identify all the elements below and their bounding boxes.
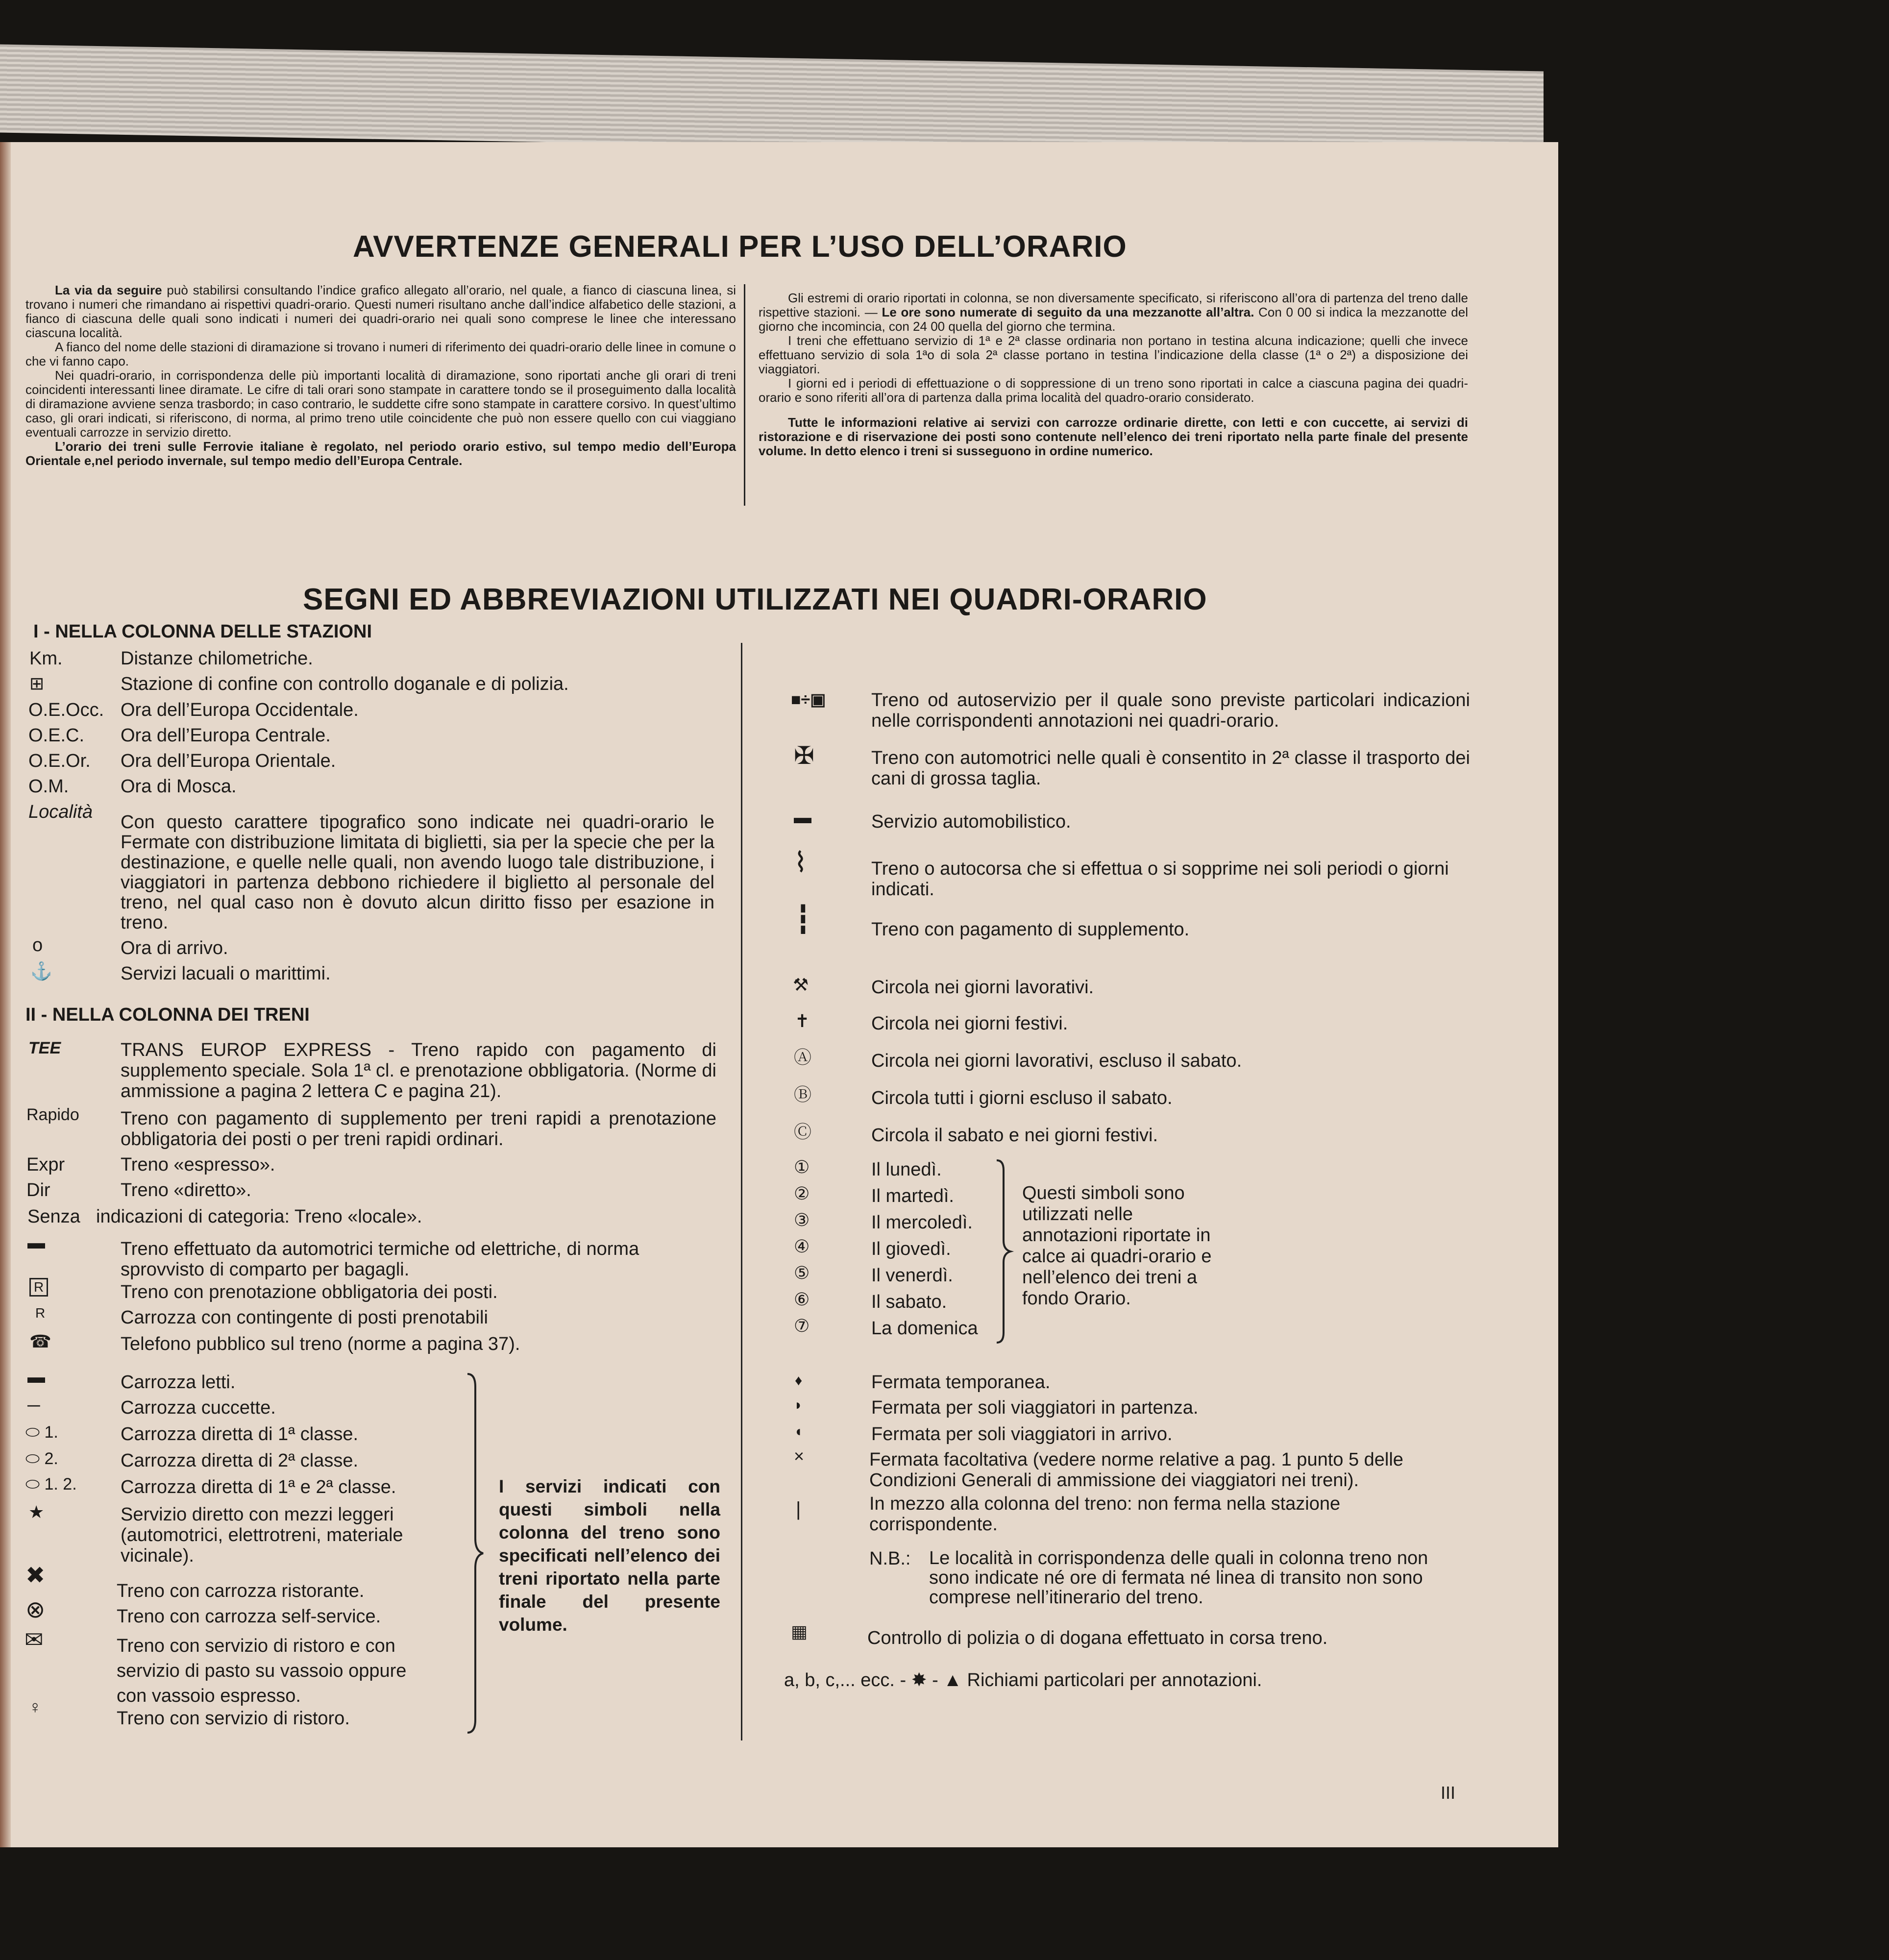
- no-stop-icon: |: [796, 1498, 801, 1520]
- section-2-heading: II - NELLA COLONNA DEI TRENI: [25, 1004, 310, 1025]
- text-optional-stop: Fermata facoltativa (vedere norme relative a pag. 1 punto 5 delle Condizioni Generali di ammissione dei viaggiatori nei treni).: [869, 1449, 1403, 1491]
- text-expr: Treno «espresso».: [121, 1154, 275, 1175]
- text-oeor: Ora dell’Europa Orientale.: [121, 751, 336, 771]
- text-oec: Ora dell’Europa Centrale.: [121, 725, 331, 746]
- page-number: III: [1441, 1783, 1456, 1803]
- text-rapido: Treno con pagamento di supplemento per treni rapidi a prenotazione obbligatoria dei posti o per treni rapidi ordinari.: [121, 1108, 716, 1150]
- text-weekdays: Circola nei giorni lavorativi.: [871, 977, 1094, 998]
- intro-left-p2: A fianco del nome delle stazioni di diramazione si trovano i numeri di riferimento dei quadri-orario delle linee in comune o che vi fanno capo.: [25, 340, 736, 368]
- text-police-control: Controllo di polizia o di dogana effettuato in corsa treno.: [867, 1628, 1328, 1648]
- text-arrival: Ora di arrivo.: [121, 938, 228, 958]
- label-localita: Località: [28, 802, 93, 822]
- annotation-ref-icon: ■÷▣: [791, 690, 826, 709]
- nb-label: N.B.:: [869, 1548, 911, 1569]
- text-through-coach-2: Carrozza diretta di 2ª classe.: [121, 1450, 359, 1471]
- reservable-icon: R: [35, 1305, 46, 1321]
- through-coach-2-icon: ⬭ 2.: [25, 1449, 58, 1468]
- services-brace: [464, 1372, 488, 1735]
- text-ship: Servizi lacuali o marittimi.: [121, 963, 331, 984]
- refreshment-icon: ♀: [28, 1697, 42, 1717]
- text-tray-service: Treno con servizio di ristoro e con servizio di pasto su vassoio oppure con vassoio espresso.: [117, 1636, 407, 1706]
- nb-text: Le località in corrispondenza delle quali in colonna treno non sono indicate né ore di fermata né linea di transito non sono comprese nell’itinerario del treno.: [929, 1548, 1428, 1608]
- text-departure-only-stop: Fermata per soli viaggiatori in partenza.: [871, 1397, 1199, 1418]
- reservation-icon: R: [29, 1278, 48, 1297]
- intro-column-divider: [744, 284, 745, 506]
- intro-right-p2: I treni che effettuano servizio di 1ª e 2ª classe ordinaria non portano in testina alcuna indicazione; quelli che invece effettuano servizio di sola 1ªo di sola 2ª classe portano in testina l’indicazione della classe (1ª o 2ª) a disposizione dei viaggiatori.: [759, 333, 1468, 376]
- star-icon: ★: [28, 1502, 45, 1522]
- weekdays-icon: ⚒: [793, 975, 809, 995]
- intro-left-p3: Nei quadri-orario, in corrispondenza delle più importanti località di diramazione, sono riportati anche gli orari di treni coincidenti interessanti linee diramate. Le cifre di tali orari sono stampate in carattere tondo se il proseguimento dalla località di diramazione avviene senza trasbordo; in caso contrario, le suddette cifre sono stampate in carattere corsivo. In quest’ultimo caso, gli orari indicati, si riferiscono, di norma, al primo treno utile coincidente che può non essere quello con cui viaggiano eventuali carrozze in servizio diretto.: [25, 368, 736, 440]
- text-holidays: Circola nei giorni festivi.: [871, 1013, 1068, 1034]
- dog-transport-icon: ✠: [794, 742, 814, 769]
- text-self-service: Treno con carrozza self-service.: [117, 1606, 381, 1627]
- text-km: Distanze chilometriche.: [121, 648, 313, 669]
- text-references: a, b, c,... ecc. - ✸ - ▲ Richiami particolari per annotazioni.: [784, 1670, 1262, 1690]
- text-telephone: Telefono pubblico sul treno (norme a pagina 37).: [121, 1334, 520, 1354]
- text-arrival-only-stop: Fermata per soli viaggiatori in arrivo.: [871, 1424, 1173, 1445]
- text-day-7: La domenica: [871, 1318, 978, 1339]
- text-reservation: Treno con prenotazione obbligatoria dei posti.: [121, 1282, 498, 1302]
- label-km: Km.: [29, 648, 63, 669]
- text-restaurant: Treno con carrozza ristorante.: [117, 1581, 365, 1601]
- label-arrival: o: [32, 935, 43, 956]
- police-control-icon: ▦: [791, 1621, 808, 1642]
- holidays-icon: ✝: [795, 1011, 810, 1031]
- day-5-icon: ⑤: [794, 1263, 810, 1283]
- label-oeor: O.E.Or.: [28, 751, 91, 771]
- text-day-2: Il martedì.: [871, 1186, 954, 1206]
- text-periodic: Treno o autocorsa che si effettua o si sopprime nei soli periodi o giorni indicati.: [871, 858, 1449, 900]
- intro-left: [25, 283, 736, 468]
- through-coach-1-icon: ⬭ 1.: [25, 1423, 58, 1442]
- text-day-4: Il giovedì.: [871, 1239, 951, 1259]
- text-annotation-ref: Treno od autoservizio per il quale sono previste particolari indicazioni nelle corrispondenti annotazioni nei quadri-orario.: [871, 690, 1470, 731]
- text-reservable: Carrozza con contingente di posti prenotabili: [121, 1307, 488, 1328]
- text-supplement: Treno con pagamento di supplemento.: [871, 919, 1190, 940]
- page-title: AVVERTENZE GENERALI PER L’USO DELL’ORARIO: [353, 230, 1127, 264]
- days-brace: [993, 1158, 1017, 1345]
- label-rapido: Rapido: [26, 1105, 79, 1124]
- day-2-icon: ②: [794, 1183, 810, 1203]
- text-dir: Treno «diretto».: [121, 1180, 251, 1200]
- signs-title: SEGNI ED ABBREVIAZIONI UTILIZZATI NEI QUADRI-ORARIO: [303, 583, 1207, 616]
- text-senza: indicazioni di categoria: Treno «locale».: [96, 1206, 422, 1227]
- intro-right-p1-bold: Le ore sono numerate di seguito da una mezzanotte all’altra.: [882, 305, 1254, 319]
- text-railcar: Treno effettuato da automotrici termiche od elettriche, di norma sprovvisto di comparto per bagagli.: [121, 1239, 639, 1280]
- intro-right: [759, 291, 1468, 458]
- label-oec: O.E.C.: [28, 725, 85, 746]
- text-border-station: Stazione di confine con controllo doganale e di polizia.: [121, 674, 569, 694]
- text-temporary-stop: Fermata temporanea.: [871, 1372, 1051, 1393]
- railcar-icon: ▬: [27, 1232, 45, 1252]
- text-oeocc: Ora dell’Europa Occidentale.: [121, 700, 359, 720]
- services-note: I servizi indicati con questi simboli nella colonna del treno sono specificati nell’elenco dei treni riportato nella parte finale del presente volume.: [499, 1476, 720, 1635]
- label-oeocc: O.E.Occ.: [28, 700, 104, 720]
- text-localita: Con questo carattere tipografico sono indicate nei quadri-orario le Fermate con distribuzione limitata di biglietti, sia per la specie che per la destinazione, e quelle nelle quali, non avendo luogo tale distribuzione, i viaggiatori in partenza debbono richiedere il biglietto al personale del treno, nel qual caso non è dovuto alcun diritto fisso per esazione in treno.: [121, 812, 714, 933]
- day-1-icon: ①: [794, 1157, 810, 1177]
- tee-icon: TEE: [28, 1039, 61, 1057]
- day-3-icon: ③: [794, 1210, 810, 1230]
- circled-c-icon: Ⓒ: [794, 1122, 812, 1142]
- optional-stop-icon: ×: [794, 1446, 805, 1466]
- section-1-heading: I - NELLA COLONNA DELLE STAZIONI: [33, 621, 372, 642]
- periodic-icon: ⌇: [794, 847, 808, 878]
- text-day-1: Il lunedì.: [871, 1159, 942, 1180]
- intro-left-p1-bold: La via da seguire: [55, 283, 162, 297]
- text-through-coach-1: Carrozza diretta di 1ª classe.: [121, 1424, 359, 1445]
- self-service-icon: ⊗: [25, 1597, 46, 1623]
- tray-service-icon: ✉: [25, 1627, 44, 1652]
- departure-only-stop-icon: ◗: [794, 1397, 803, 1413]
- sleeper-icon: ▬: [27, 1367, 45, 1387]
- text-dog-transport: Treno con automotrici nelle quali è consentito in 2ª classe il trasporto dei cani di grossa taglia.: [871, 748, 1470, 789]
- supplement-icon: ┇: [795, 904, 811, 934]
- text-light-service: Servizio diretto con mezzi leggeri (automotrici, elettrotreni, materiale vicinale).: [121, 1504, 403, 1566]
- signs-column-divider: [741, 643, 742, 1740]
- restaurant-icon: ✖: [25, 1563, 46, 1589]
- intro-left-p4: L’orario dei treni sulle Ferrovie italiane è regolato, nel periodo orario estivo, sul tempo medio dell’Europa Orientale e,nel periodo invernale, sul tempo medio dell’Europa Centrale.: [25, 439, 736, 468]
- day-6-icon: ⑥: [794, 1289, 810, 1309]
- text-bus: Servizio automobilistico.: [871, 811, 1071, 832]
- text-om: Ora di Mosca.: [121, 776, 237, 797]
- text-day-5: Il venerdì.: [871, 1265, 953, 1286]
- text-day-6: Il sabato.: [871, 1292, 947, 1312]
- text-through-coach-12: Carrozza diretta di 1ª e 2ª classe.: [121, 1477, 396, 1497]
- text-circled-a: Circola nei giorni lavorativi, escluso il sabato.: [871, 1051, 1242, 1071]
- intro-right-p1a: Gli estremi di orario riportati in colonna, se non diversamente specificato, si riferiscono all’ora di partenza del treno dalle rispettive stazioni. —: [759, 291, 1468, 319]
- intro-right-p4: Tutte le informazioni relative ai servizi con carrozze ordinarie dirette, con letti e con cuccette, ai servizi di ristorazione e di riservazione dei posti sono contenute nell’elenco dei treni riportato nella parte finale del presente volume. In detto elenco i treni si susseguono in ordine numerico.: [759, 415, 1468, 458]
- label-expr: Expr: [26, 1154, 65, 1175]
- through-coach-12-icon: ⬭ 1. 2.: [25, 1475, 77, 1494]
- ship-icon: ⚓: [30, 961, 52, 981]
- telephone-icon: ☎: [29, 1331, 51, 1351]
- days-note: Questi simboli sono utilizzati nelle annotazioni riportate in calce ai quadri-orario e nell’elenco dei treni a fondo Orario.: [1022, 1183, 1212, 1309]
- text-circled-c: Circola il sabato e nei giorni festivi.: [871, 1125, 1158, 1146]
- day-7-icon: ⑦: [794, 1316, 810, 1336]
- border-station-icon: ⊞: [29, 673, 45, 693]
- intro-right-p3: I giorni ed i periodi di effettuazione o di soppressione di un treno sono riportati in calce a ciascuna pagina dei quadri-orario e sono riferiti all’ora di partenza dalla prima località del quadro-orario considerato.: [759, 376, 1468, 405]
- label-om: O.M.: [28, 776, 69, 797]
- text-sleeper: Carrozza letti.: [121, 1372, 236, 1393]
- bus-icon: ▬: [794, 807, 811, 827]
- intro-right-p1b: Con 0 00 si indica la mezzanotte del giorno che incomincia, con 24 00 quella del giorno che termina.: [759, 305, 1469, 334]
- temporary-stop-icon: ♦: [795, 1372, 803, 1389]
- text-tee: TRANS EUROP EXPRESS - Treno rapido con pagamento di supplemento speciale. Sola 1ª cl. e prenotazione obbligatoria. (Norme di ammissione a pagina 2 lettera C e pagina 21).: [121, 1040, 716, 1102]
- circled-a-icon: Ⓐ: [794, 1047, 812, 1067]
- text-refreshment: Treno con servizio di ristoro.: [117, 1708, 350, 1729]
- text-no-stop: In mezzo alla colonna del treno: non ferma nella stazione corrispondente.: [869, 1494, 1341, 1535]
- label-senza: Senza: [27, 1206, 80, 1227]
- couchette-icon: ─: [27, 1395, 40, 1415]
- circled-b-icon: Ⓑ: [794, 1084, 812, 1104]
- text-couchette: Carrozza cuccette.: [121, 1397, 276, 1418]
- text-day-3: Il mercoledì.: [871, 1212, 973, 1233]
- text-circled-b: Circola tutti i giorni escluso il sabato.: [871, 1088, 1173, 1108]
- day-4-icon: ④: [794, 1236, 810, 1256]
- page-binding-edge: [0, 142, 11, 1847]
- intro-left-p1: può stabilirsi consultando l’indice grafico allegato all’orario, nel quale, a fianco di ciascuna linea, si trovano i numeri che rimandano ai rispettivi quadri-orario. Questi numeri risultano anche dall’indice alfabetico delle stazioni, a fianco di ciascuna delle quali sono indicati i numeri dei quadri-orario nei quali sono comprese le linee che interessano ciascuna località.: [25, 283, 736, 340]
- label-dir: Dir: [26, 1180, 50, 1200]
- arrival-only-stop-icon: ◖: [794, 1423, 803, 1440]
